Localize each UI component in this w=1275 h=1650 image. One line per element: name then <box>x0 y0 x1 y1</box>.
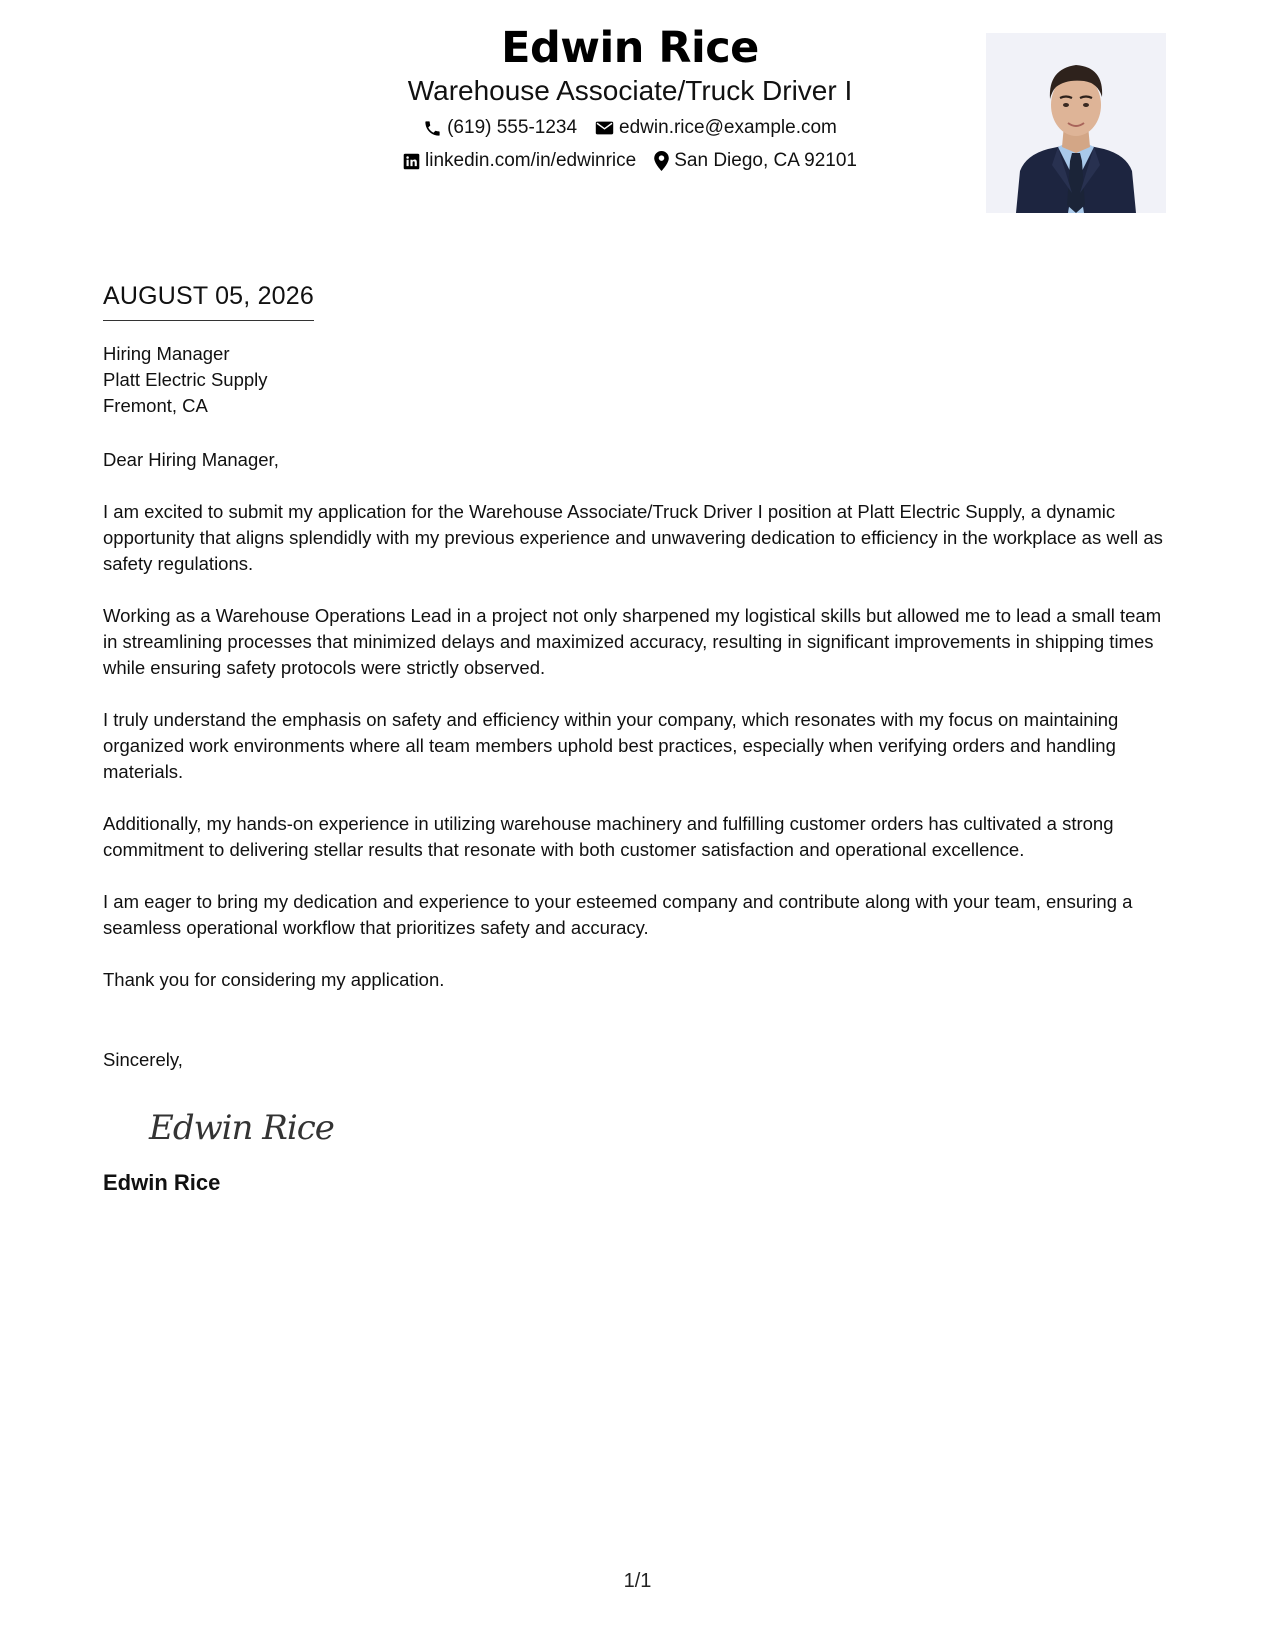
paragraph: I am excited to submit my application for the Warehouse Associate/Truck Driver I position at Platt Electric Supply, a dynamic opportunity that aligns splendidly with my previous experience and unwavering dedication to efficiency in the workplace as well as safety regulations. <box>103 501 1163 574</box>
recipient-company: Platt Electric Supply <box>103 369 268 390</box>
salutation: Dear Hiring Manager, <box>103 449 279 470</box>
signature-image <box>147 1099 1173 1159</box>
signer-name: Edwin Rice <box>103 1170 221 1195</box>
contact-linkedin[interactable] <box>403 149 636 173</box>
envelope-icon <box>595 120 614 136</box>
letter-date: AUGUST 05, 2026 <box>103 280 314 321</box>
paragraph: I am eager to bring my dedication and experience to your esteemed company and contribute along with your team, ensuring a seamless operational workflow that prioritizes safety and accuracy. <box>103 891 1133 938</box>
phone-icon <box>423 119 442 138</box>
paragraph: I truly understand the emphasis on safety and efficiency within your company, which resonates with my focus on maintaining organized work environments where all team members uphold best practices, especially when verifying orders and handling materials. <box>103 709 1119 782</box>
recipient-location: Fremont, CA <box>103 395 208 416</box>
contact-email[interactable] <box>595 116 837 140</box>
map-pin-icon <box>654 151 669 171</box>
letter-body <box>103 280 1173 1197</box>
contact-line-1 <box>330 116 930 140</box>
contact-phone <box>423 116 577 140</box>
contact-location <box>654 149 857 173</box>
header-text <box>330 22 930 173</box>
contact-line-2 <box>330 149 930 173</box>
svg-text:Edwin Rice: Edwin Rice <box>149 1108 334 1148</box>
applicant-name: Edwin Rice <box>501 23 759 73</box>
paragraph: Additionally, my hands-on experience in utilizing warehouse machinery and fulfilling customer orders has cultivated a strong commitment to delivering stellar results that resonate with both customer satisfaction and operational excellence. <box>103 813 1114 860</box>
closing: Sincerely, <box>103 1049 183 1070</box>
page-number: 1/1 <box>623 1570 652 1592</box>
paragraph: Thank you for considering my application. <box>103 969 445 990</box>
recipient-block <box>103 341 1173 419</box>
applicant-role: Warehouse Associate/Truck Driver I <box>407 75 853 106</box>
recipient-title: Hiring Manager <box>103 343 230 364</box>
linkedin-icon <box>403 153 420 170</box>
email-address: edwin.rice@example.com <box>619 117 837 138</box>
location-text: San Diego, CA 92101 <box>674 150 857 171</box>
paragraph: Working as a Warehouse Operations Lead in a project not only sharpened my logistical skills but allowed me to lead a small team in streamlining processes that minimized delays and maximized accuracy, resulting in significant improvements in shipping times while ensuring safety protocols were strictly observed. <box>103 605 1162 678</box>
profile-photo <box>986 33 1166 213</box>
phone-number: (619) 555-1234 <box>447 117 578 138</box>
linkedin-url: linkedin.com/in/edwinrice <box>425 150 637 171</box>
